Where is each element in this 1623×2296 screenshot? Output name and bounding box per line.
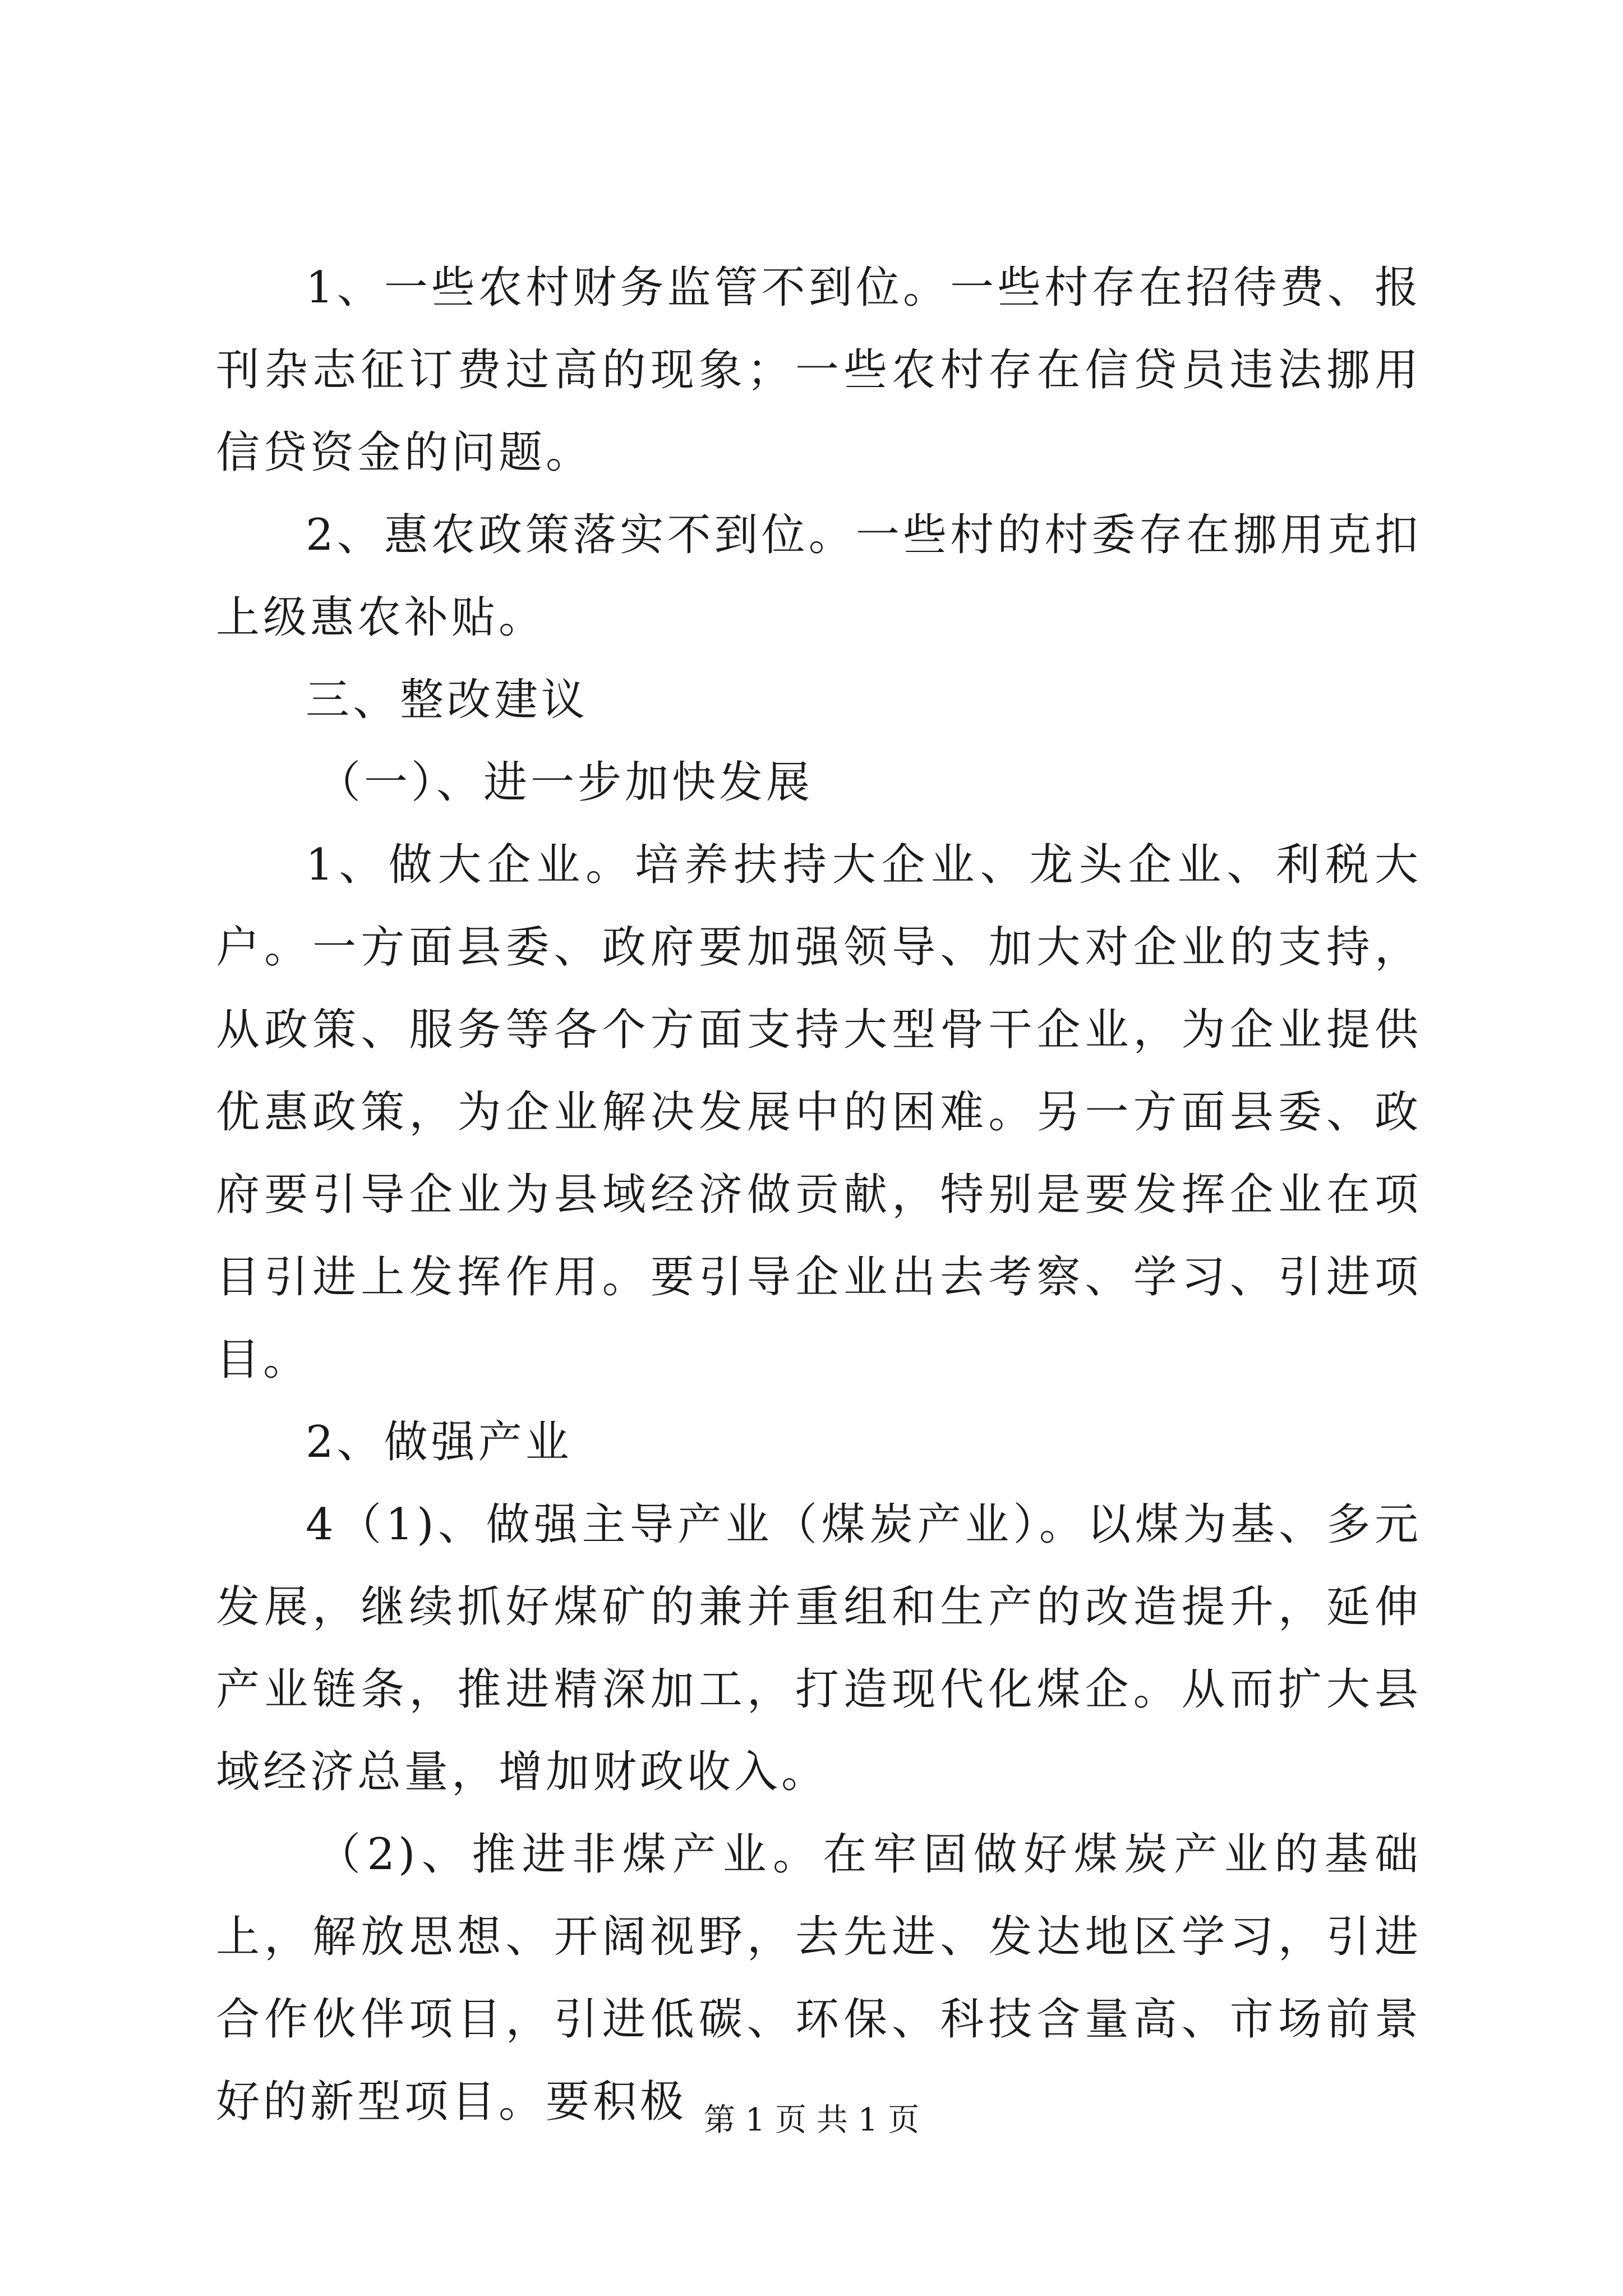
paragraph-coal-industry: 4（1)、做强主导产业（煤炭产业）。以煤为基、多元发展，继续抓好煤矿的兼并重组和生产的改造提升，延伸产业链条，推进精深加工，打造现代化煤企。从而扩大县域经济总量，增加财政收入。 [216,1499,1422,1797]
subheading-accelerate-development: （一）、进一步加快发展 [317,757,814,808]
page-footer: 第 1 页 共 1 页 [703,2102,920,2138]
section-heading-rectification: 三、整改建议 [306,675,589,725]
paragraph-strengthen-industry: 2、做强产业 [306,1417,573,1467]
document-body [216,247,1422,2143]
paragraph-policy-implementation: 2、惠农政策落实不到位。一些村的村委存在挪用克扣上级惠农补贴。 [216,510,1422,643]
paragraph-grow-enterprises: 1、做大企业。培养扶持大企业、龙头企业、利税大户。一方面县委、政府要加强领导、加大对企业的支持，从政策、服务等各个方面支持大型骨干企业，为企业提供优惠政策，为企业解决发展中的困难。另一方面县委、政府要引导企业为县域经济做贡献，特别是要发挥企业在项目引进上发挥作用。要引导企业出去考察、学习、引进项目。 [216,840,1422,1385]
paragraph-finance-supervision: 1、一些农村财务监管不到位。一些村存在招待费、报刊杂志征订费过高的现象；一些农村存在信贷员违法挪用信贷资金的问题。 [216,263,1422,478]
paragraph-non-coal-industry: （2)、推进非煤产业。在牢固做好煤炭产业的基础上，解放思想、开阔视野，去先进、发达地区学习，引进合作伙伴项目，引进低碳、环保、科技含量高、市场前景好的新型项目。要积极 [216,1829,1422,2127]
